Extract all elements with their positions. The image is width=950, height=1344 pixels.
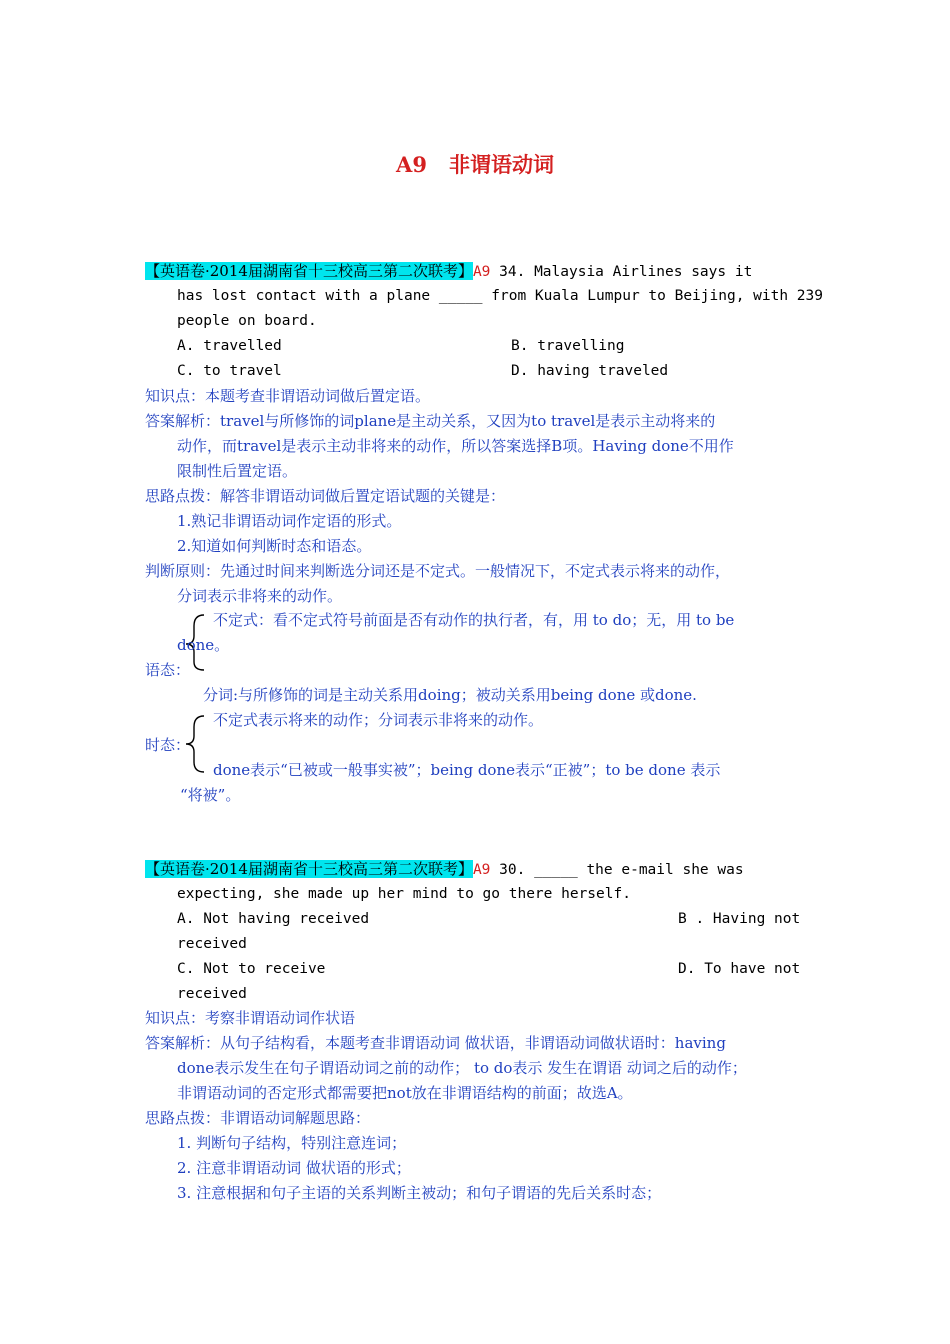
q2-tip-1: 1. 判断句子结构，特别注意连词；	[177, 1134, 407, 1152]
q1-option-b: B. travelling	[511, 338, 625, 354]
q2-answer-prefix: 答案解析：	[145, 1034, 221, 1052]
q1-stem-line2: has lost contact with a plane _____ from Kuala Lumpur to Beijing, with 239	[177, 288, 824, 304]
voice-infinitive-line2: done。	[177, 636, 230, 654]
tense-line3: “将被”。	[180, 786, 241, 804]
q2-header	[145, 857, 744, 883]
q1-answer-line2: 动作，而travel是表示主动非将来的动作，所以答案选择B项。Having done不用作	[177, 437, 734, 455]
q1-stem-line1: 34. Malaysia Airlines says it	[490, 264, 753, 280]
q2-tip-3: 3. 注意根据和句子主语的关系判断主被动；和句子谓语的先后关系时态；	[177, 1184, 662, 1202]
q2-stem-line1: 30. _____ the e-mail she was	[490, 862, 744, 878]
q1-stem-line3: people on board.	[177, 313, 317, 329]
q2-answer-line3: 非谓语动词的否定形式都需要把not放在非谓语结构的前面；故选A。	[177, 1084, 633, 1102]
q1-option-d: D. having traveled	[511, 363, 669, 379]
q1-source: 【英语卷·2014届湖南省十三校高三第二次联考】	[145, 262, 473, 280]
q2-option-c-cont: received	[177, 986, 247, 1002]
q1-option-a: A. travelled	[177, 338, 282, 354]
q2-answer-line1	[145, 1031, 726, 1056]
q1-rule-prefix: 判断原则：	[145, 562, 221, 580]
q2-source: 【英语卷·2014届湖南省十三校高三第二次联考】	[145, 860, 473, 878]
q2-option-a-cont: received	[177, 936, 247, 952]
q1-rule-text1: 先通过时间来判断选分词还是不定式。一般情况下，不定式表示将来的动作，	[220, 562, 731, 580]
q1-answer-text1: travel与所修饰的词plane是主动关系，又因为to travel是表示主动将来的	[220, 412, 716, 430]
voice-infinitive-line1: 不定式：看不定式符号前面是否有动作的执行者，有，用 to do；无，用 to be	[213, 611, 735, 629]
title-code: A9	[396, 152, 427, 177]
q1-answer-line1	[145, 409, 715, 434]
q2-option-d: D. To have not	[678, 961, 801, 977]
q1-tip-2: 2.知道如何判断时态和语态。	[177, 537, 372, 555]
voice-participle: 分词:与所修饰的词是主动关系用doing；被动关系用being done 或done.	[203, 686, 697, 704]
q1-rule-line1	[145, 559, 730, 584]
q1-header	[145, 259, 752, 285]
q2-stem-line2: expecting, she made up her mind to go there herself.	[177, 886, 631, 902]
tense-label: 时态：	[145, 736, 191, 754]
q2-knowledge: 知识点：考察非谓语动词作状语	[145, 1009, 356, 1027]
q1-knowledge: 知识点：本题考查非谓语动词做后置定语。	[145, 387, 431, 405]
tense-line1: 不定式表示将来的动作；分词表示非将来的动作。	[213, 711, 544, 729]
q2-tag: A9	[472, 862, 491, 878]
q1-tag: A9	[472, 264, 491, 280]
q2-answer-text1: 从句子结构看，本题考查非谓语动词 做状语，非谓语动词做状语时：having	[220, 1034, 726, 1052]
q1-tip-1: 1.熟记非谓语动词作定语的形式。	[177, 512, 402, 530]
q2-option-c: C. Not to receive	[177, 961, 326, 977]
q1-answer-prefix: 答案解析：	[145, 412, 221, 430]
q2-answer-line2: done表示发生在句子谓语动词之前的动作； to do表示 发生在谓语 动词之后的动作；	[177, 1059, 747, 1077]
title-text: 非谓语动词	[448, 152, 554, 177]
q2-option-b: B . Having not	[678, 911, 801, 927]
q2-option-a: A. Not having received	[177, 911, 370, 927]
voice-label: 语态：	[145, 661, 191, 679]
q1-tips-title: 思路点拨：解答非谓语动词做后置定语试题的关键是：	[145, 487, 506, 505]
q1-option-c: C. to travel	[177, 363, 282, 379]
q2-tips-title: 思路点拨：非谓语动词解题思路：	[145, 1109, 371, 1127]
q2-tip-2: 2. 注意非谓语动词 做状语的形式；	[177, 1159, 411, 1177]
page-title	[0, 150, 950, 180]
q1-answer-line3: 限制性后置定语。	[177, 462, 298, 480]
q1-rule-line2: 分词表示非将来的动作。	[177, 587, 343, 605]
tense-line2: done表示“已被或一般事实被”；being done表示“正被”；to be done 表示	[213, 761, 721, 779]
